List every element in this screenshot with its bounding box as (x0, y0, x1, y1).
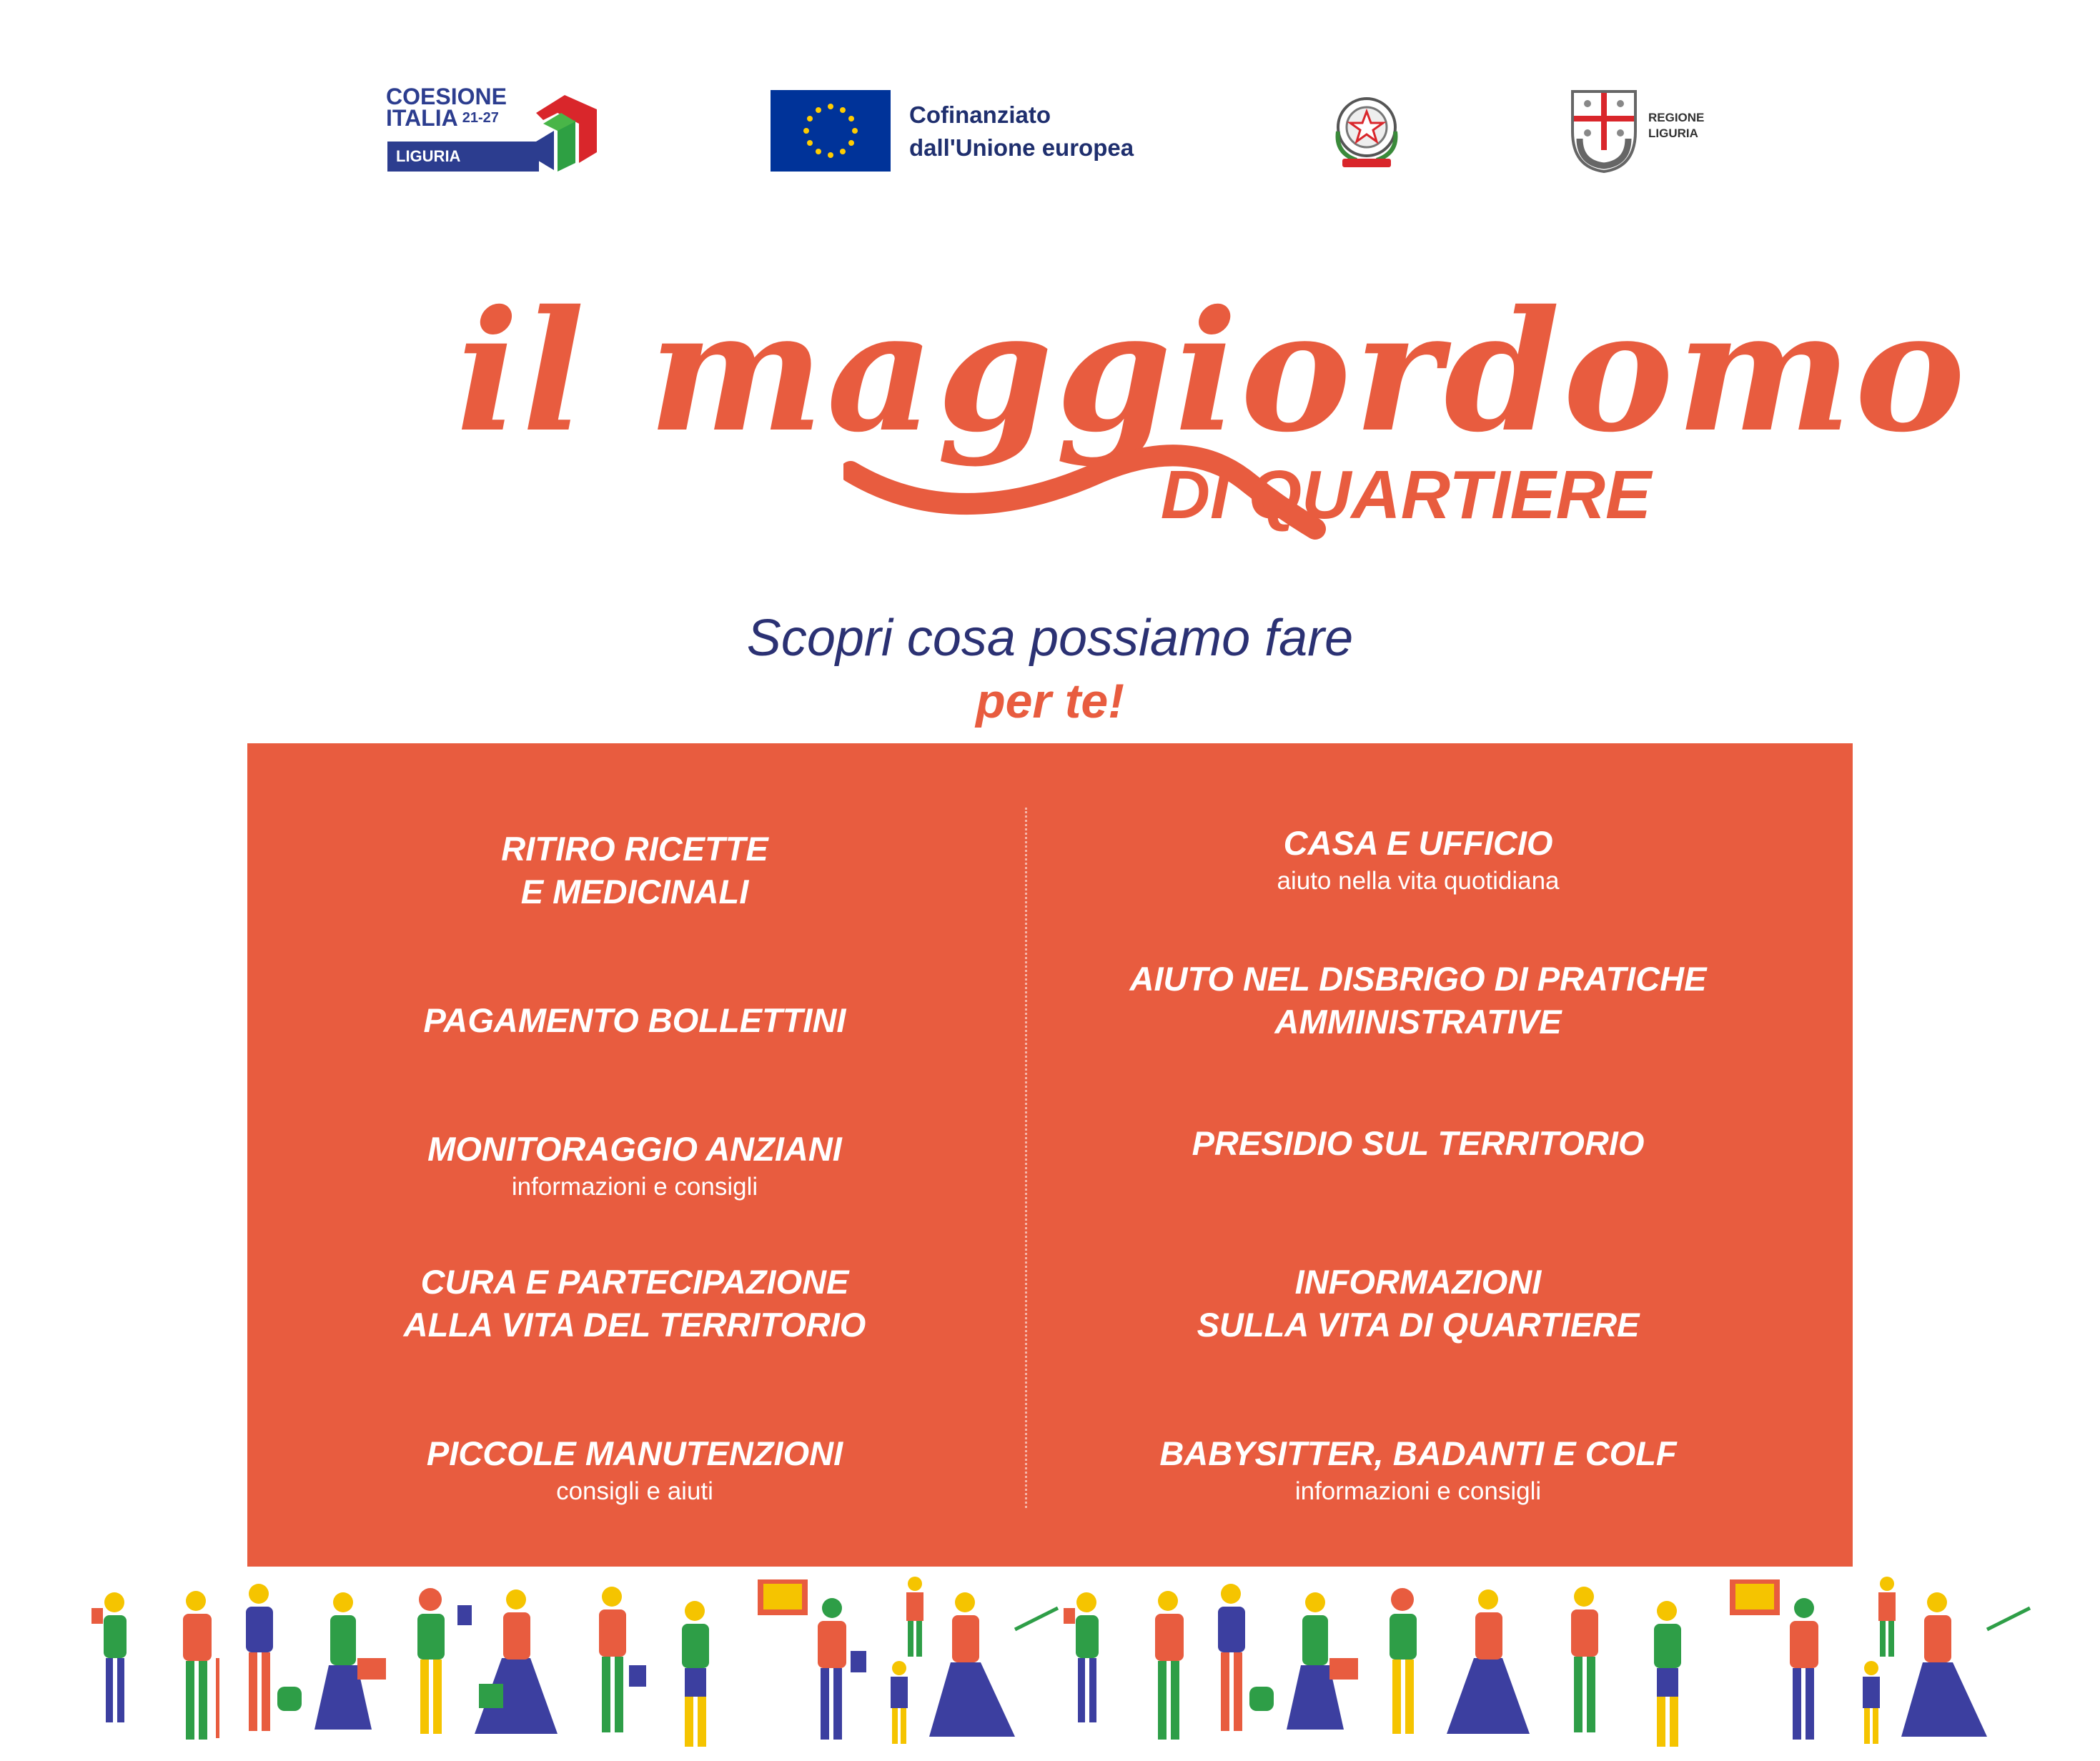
service-title: PRESIDIO SUL TERRITORIO (1192, 1124, 1645, 1162)
service-title: INFORMAZIONI SULLA VITA DI QUARTIERE (1197, 1263, 1640, 1344)
service-item (1061, 958, 1775, 1043)
eu-cofinanced-logo (771, 90, 1171, 173)
title-subtitle: DI QUARTIERE (1160, 457, 1651, 533)
coesione-line1: COESIONE (386, 84, 507, 109)
service-item (277, 1128, 992, 1204)
service-title: CURA E PARTECIPAZIONE ALLA VITA DEL TERRITORIO (403, 1263, 866, 1344)
service-subtitle: aiuto nella vita quotidiana (1277, 867, 1560, 895)
service-item (277, 999, 992, 1042)
main-title (443, 274, 1968, 536)
service-title: PAGAMENTO BOLLETTINI (423, 1001, 846, 1039)
service-title: AIUTO NEL DISBRIGO DI PRATICHE AMMINISTRATIVE (1129, 960, 1707, 1041)
service-title: CASA E UFFICIO (1283, 824, 1553, 862)
service-item (1061, 1261, 1775, 1346)
service-item (1061, 1432, 1775, 1508)
service-subtitle: consigli e aiuti (556, 1477, 713, 1505)
service-item (277, 828, 992, 913)
service-title: PICCOLE MANUTENZIONI (426, 1434, 843, 1472)
service-item (1061, 822, 1775, 898)
service-subtitle: informazioni e consigli (1294, 1477, 1542, 1505)
service-item (277, 1432, 992, 1508)
service-title: RITIRO RICETTE E MEDICINALI (501, 830, 768, 911)
italian-republic-emblem (1328, 89, 1405, 172)
coesione-wordmark (386, 86, 507, 129)
liguria-region-shield-icon (1568, 89, 1640, 174)
coesione-italia-logo (386, 86, 615, 179)
title-script: il maggiordomo (456, 274, 1968, 469)
eu-cofinanced-text (909, 99, 1134, 164)
service-item (277, 1261, 992, 1346)
eu-text-line2: dall'Unione europea (909, 134, 1134, 161)
regione-liguria-logo (1568, 89, 1740, 174)
coesione-region-band: LIGURIA (387, 142, 539, 172)
service-item (1061, 1122, 1775, 1165)
liguria-line1: REGIONE (1648, 111, 1705, 124)
tagline: Scopri cosa possiamo fare (746, 610, 1354, 667)
people-illustration (71, 1558, 2044, 1758)
service-subtitle: informazioni e consigli (511, 1173, 758, 1201)
italian-republic-emblem-icon (1328, 89, 1405, 172)
tagline-emphasis: per te! (976, 674, 1124, 728)
eu-text-line1: Cofinanziato (909, 101, 1051, 128)
coesione-logo-mark (522, 91, 608, 177)
crowd-group (91, 1577, 2030, 1747)
liguria-text (1648, 110, 1704, 142)
coesione-line2: ITALIA (386, 105, 458, 131)
service-title: BABYSITTER, BADANTI E COLF (1159, 1434, 1677, 1472)
column-divider (1025, 808, 1027, 1508)
service-title: MONITORAGGIO ANZIANI (427, 1130, 842, 1168)
coesione-years: 21-27 (462, 110, 499, 126)
liguria-line2: LIGURIA (1648, 127, 1698, 140)
eu-flag-icon (771, 90, 891, 172)
services-panel (247, 743, 1853, 1567)
